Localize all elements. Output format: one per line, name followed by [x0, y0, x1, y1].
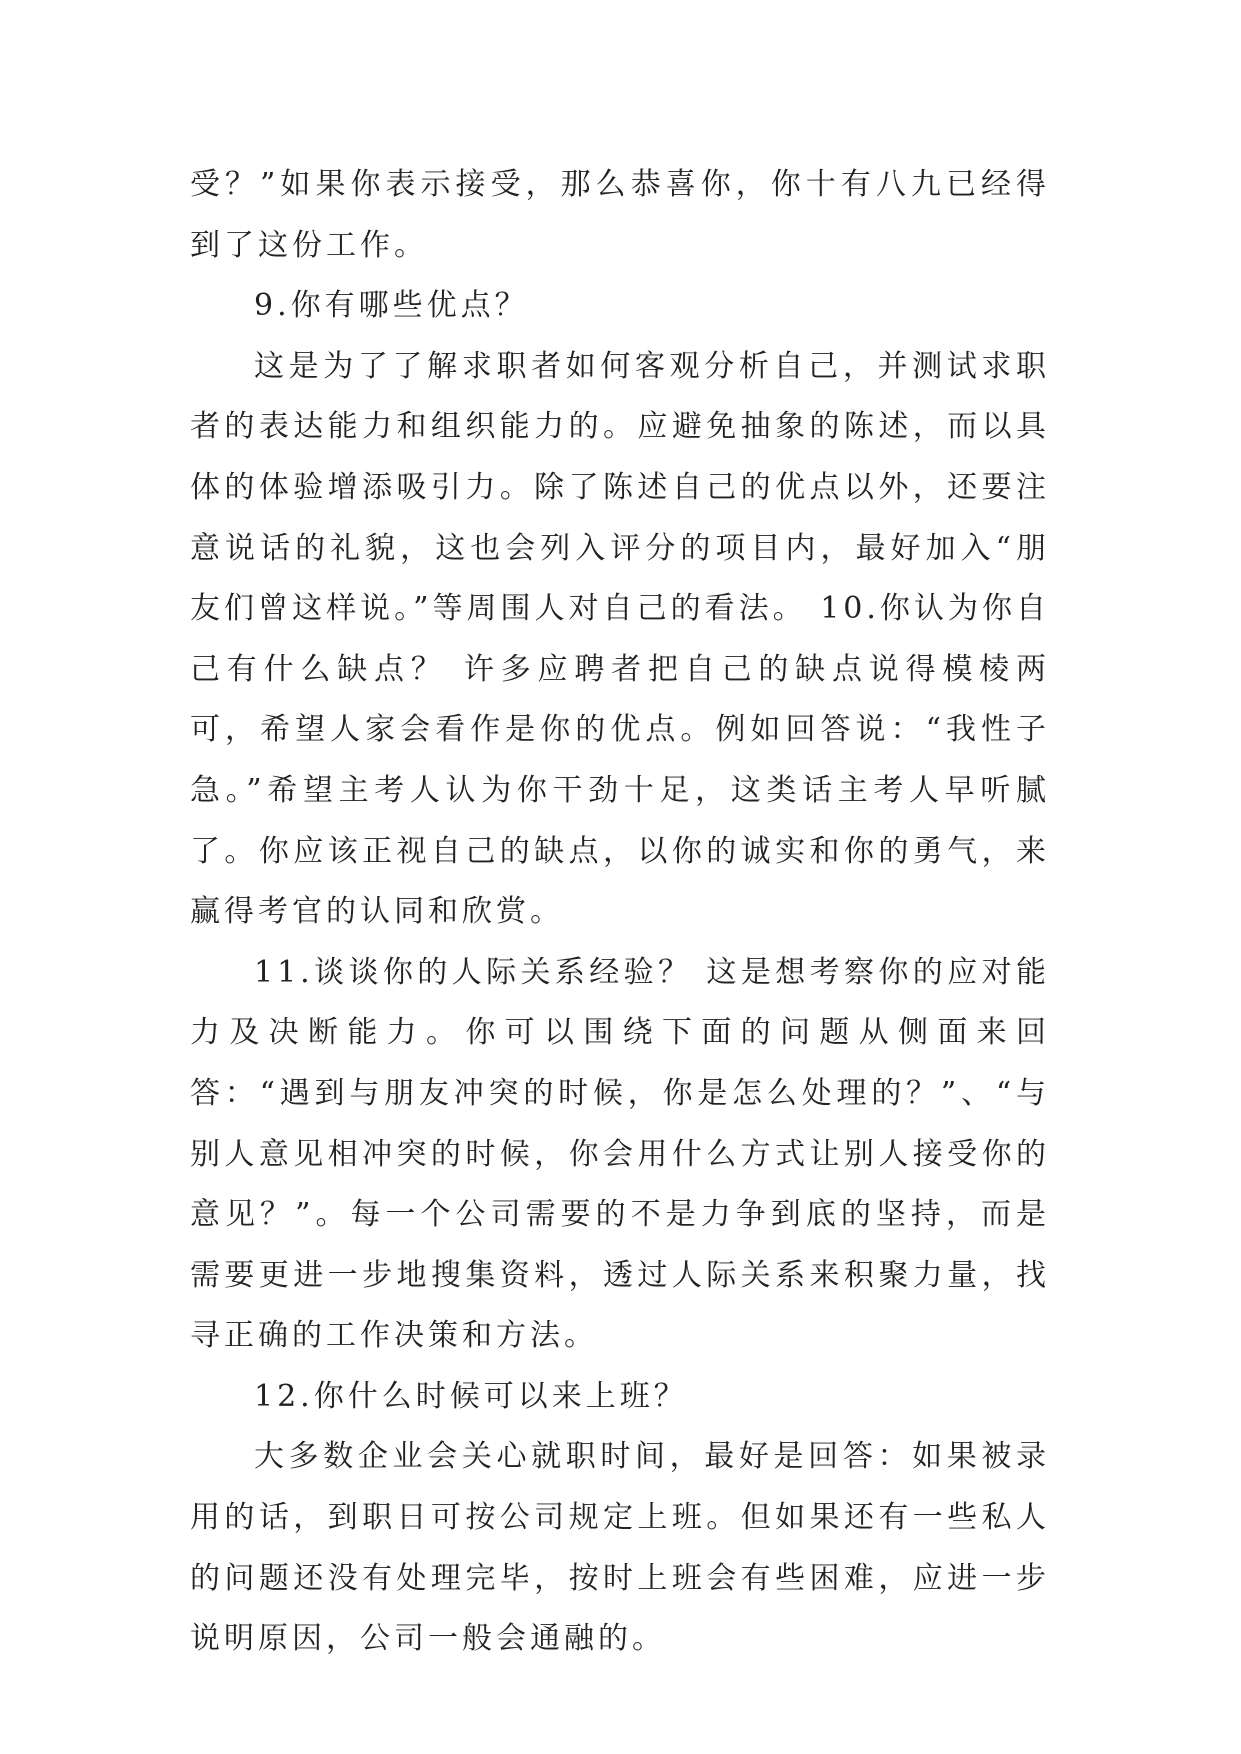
- answer-paragraph-12: 大多数企业会关心就职时间，最好是回答：如果被录用的话，到职日可按公司规定上班。但如果还有一些私人的问题还没有处理完毕，按时上班会有些困难，应进一步说明原因，公司一般会通融的。: [190, 1439, 1050, 1657]
- question-heading-12: 12.你什么时候可以来上班？: [254, 1378, 688, 1414]
- question-heading-9: 9.你有哪些优点？: [254, 288, 529, 324]
- question-answer-11: 11.谈谈你的人际关系经验？ 这是想考察你的应对能力及决断能力。你可以围绕下面的问题从侧面来回答：“遇到与朋友冲突的时候，你是怎么处理的？”、“与别人意见相冲突的时候，你会用什么方式让别人接受你的意见？”。每一个公司需要的不是力争到底的坚持，而是需要更进一步地搜集资料，透过人际关系来积聚力量，找寻正确的工作决策和方法。: [190, 954, 1050, 1354]
- document-body: [190, 155, 1050, 1670]
- answer-paragraph-9-10: 这是为了了解求职者如何客观分析自己，并测试求职者的表达能力和组织能力的。应避免抽象的陈述，而以具体的体验增添吸引力。除了陈述自己的优点以外，还要注意说话的礼貌，这也会列入评分的项目内，最好加入“朋友们曾这样说。”等周围人对自己的看法。 10.你认为你自己有什么缺点？ 许多应聘者把自己的缺点说得模棱两可，希望人家会看作是你的优点。例如回答说：“我性子急。”希望主考人认为你干劲十足，这类话主考人早听腻了。你应该正视自己的缺点，以你的诚实和你的勇气，来赢得考官的认同和欣赏。: [190, 348, 1050, 930]
- paragraph-continuation: 受？”如果你表示接受，那么恭喜你，你十有八九已经得到了这份工作。: [190, 167, 1050, 263]
